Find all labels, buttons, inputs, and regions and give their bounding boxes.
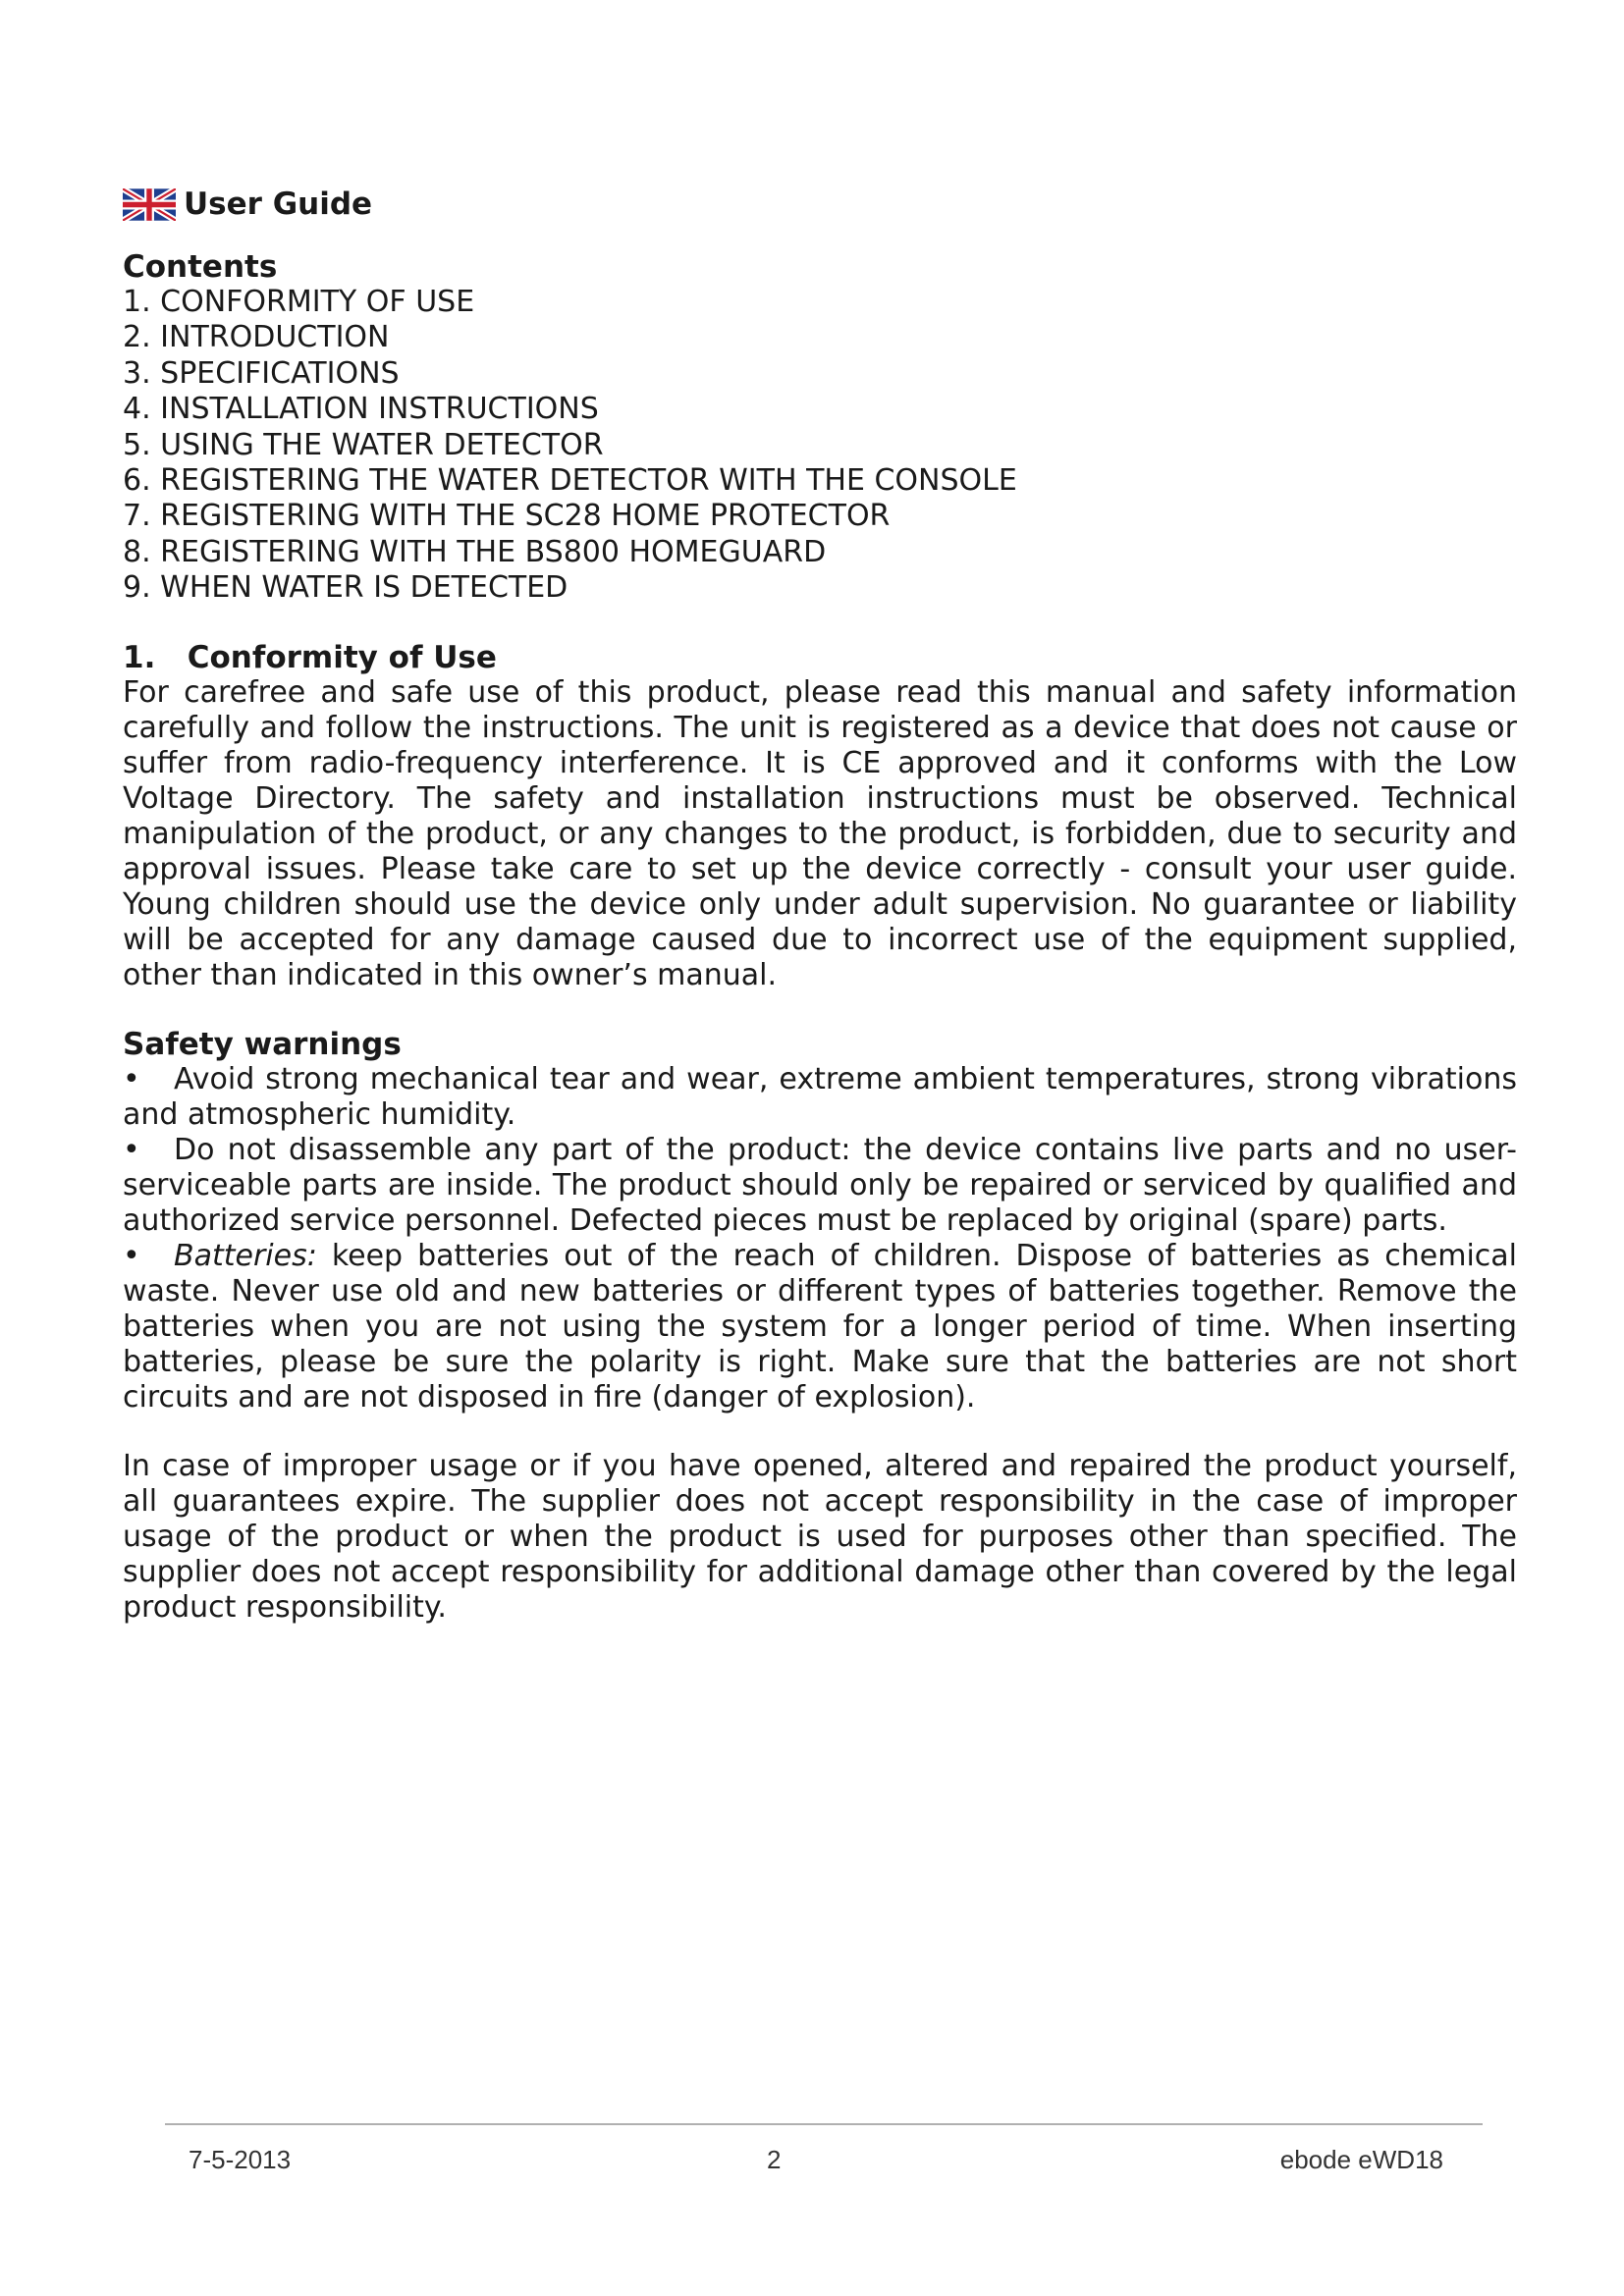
safety-section [123,1027,1517,1626]
uk-flag-icon [123,188,176,221]
document-body [123,183,1517,1626]
toc-item: 4. INSTALLATION INSTRUCTIONS [123,392,599,427]
safety-bullet-text: Avoid strong mechanical tear and wear, extreme ambient temperatures, strong vibrations and atmospheric humidity. [123,1061,1517,1132]
page-title: User Guide [184,187,373,222]
toc-item: 8. REGISTERING WITH THE BS800 HOMEGUARD [123,534,827,569]
toc-item: 9. WHEN WATER IS DETECTED [123,570,568,606]
safety-bullet-text: keep batteries out of the reach of children. Dispose of batteries as chemical waste. Never use old and new batteries or different types of batteries together. Remove the batteries when you are not using the system for a longer period of time. When inserting batteries, please be sure the polarity is right. Make sure that the batteries are not short circuits and are not disposed in fire (danger of explosion). [123,1238,1517,1415]
toc-item: 2. INTRODUCTION [123,320,390,355]
toc-item: 1. CONFORMITY OF USE [123,285,475,319]
guide-title-row [123,183,1517,226]
bullet-icon: • [123,1238,140,1273]
toc-item: 3. SPECIFICATIONS [123,355,400,391]
page-number: 2 [767,2145,782,2174]
toc-item: 7. REGISTERING WITH THE SC28 HOME PROTECTOR [123,499,891,534]
conformity-section [123,640,1517,993]
batteries-label: Batteries: [174,1238,317,1273]
conformity-heading: 1. Conformity of Use [123,639,497,675]
bullet-icon: • [123,1061,140,1096]
conformity-paragraph: For carefree and safe use of this product, please read this manual and safety information carefully and follow the instructions. The unit is registered as a device that does not cause or suffer from radio-frequency interference. It is CE approved and it conforms with the Low Voltage Directory. The safety and installation instructions must be observed. Technical manipulation of the product, or any changes to the product, is forbidden, due to security and approval issues. Please take care to set up the device correctly - consult your user guide. Young children should use the device only under adult supervision. No guarantee or liability will be accepted for any damage caused due to incorrect use of the equipment supplied, other than indicated in this owner’s manual. [123,674,1517,992]
footer-date: 7-5-2013 [189,2145,292,2174]
footer-brand: ebode eWD18 [1279,2145,1443,2174]
table-of-contents [123,285,1517,607]
safety-heading: Safety warnings [123,1026,402,1062]
contents-heading: Contents [123,249,278,285]
safety-bullet [123,1062,1517,1133]
toc-item: 6. REGISTERING THE WATER DETECTOR WITH THE CONSOLE [123,463,1017,499]
toc-item: 5. USING THE WATER DETECTOR [123,427,604,462]
page-footer [165,2145,1483,2178]
warranty-paragraph: In case of improper usage or if you have opened, altered and repaired the product yourself, all guarantees expire. The supplier does not accept responsibility in the case of improper usage of the product or when the product is used for purposes other than specified. The supplier does not accept responsibility for additional damage other than covered by the legal product responsibility. [123,1448,1517,1625]
safety-bullet [123,1133,1517,1239]
bullet-icon: • [123,1132,140,1167]
safety-bullet [123,1239,1517,1415]
footer-divider [165,2123,1483,2125]
contents-section [123,249,1517,607]
safety-bullet-text: Do not disassemble any part of the product: the device contains live parts and no user-serviceable parts are inside. The product should only be repaired or serviced by qualified and authorized service personnel. Defected pieces must be replaced by original (spare) parts. [123,1132,1517,1238]
